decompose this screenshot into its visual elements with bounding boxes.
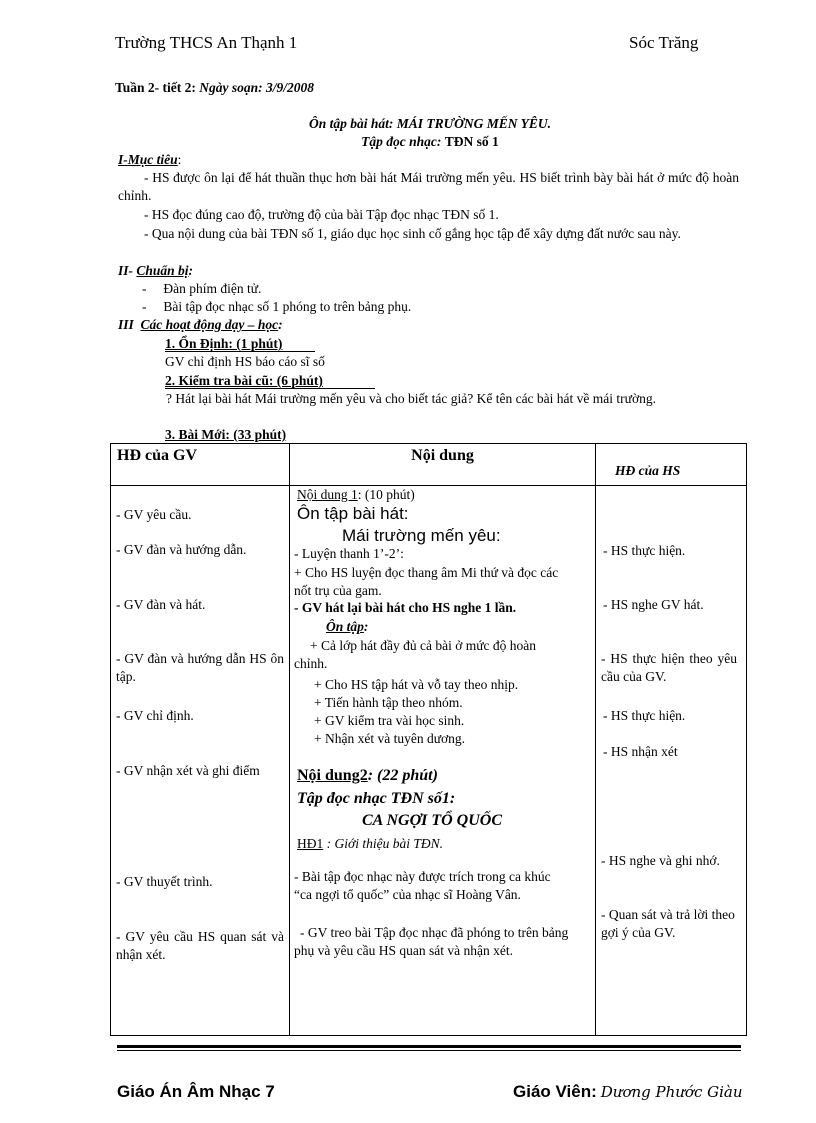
objective-3: - Qua nội dung của bài TĐN số 1, giáo dục học sinh cố gắng học tập để xây dựng đất nước sau này. — [144, 226, 681, 241]
review-title-1: Ôn tập bài hát: — [297, 504, 409, 523]
review-step: + Tiến hành tập theo nhóm. — [314, 695, 463, 710]
warmup-line: - Luyện thanh 1’-2’: — [294, 546, 404, 561]
review-step: + Cả lớp hát đầy đủ cả bài ở mức độ hoàn chỉnh. — [294, 638, 537, 671]
song-title: CA NGỢI TỔ QUỐC — [362, 812, 503, 829]
gv-item: - GV đàn và hướng dẫn. — [116, 542, 247, 557]
lesson-table — [110, 443, 747, 1036]
hd1-heading: HĐ1 : Giới thiệu bài TĐN. — [297, 836, 443, 851]
prep-item-1: - Đàn phím điện tử. — [142, 281, 262, 296]
teacher-sing: - GV hát lại bài hát cho HS nghe 1 lần. — [294, 600, 517, 615]
footer-course: Giáo Án Âm Nhạc 7 — [117, 1082, 275, 1101]
step3-title: 3. Bài Mới: (33 phút) — [165, 427, 287, 442]
week-period: Tuần 2- tiết 2: — [115, 80, 196, 95]
teacher-signature: Dương Phước Giàu — [600, 1083, 743, 1101]
content-column — [290, 486, 596, 1036]
gv-item: - GV chỉ định. — [116, 708, 194, 723]
subtitle-value: TĐN số 1 — [444, 134, 499, 149]
gv-column — [111, 486, 290, 1036]
gv-item: - GV nhận xét và ghi điểm — [116, 763, 260, 778]
table-header-row — [111, 444, 747, 486]
hs-item: - HS nghe GV hát. — [603, 597, 704, 612]
gv-item: - GV yêu cầu HS quan sát và nhận xét. — [116, 929, 284, 962]
step1-text: GV chỉ định HS báo cáo sĩ số — [165, 354, 325, 369]
header-content: Nội dung — [290, 444, 596, 486]
objectives-heading-text: I-Mục tiêu — [118, 152, 178, 167]
gv-item: - GV yêu cầu. — [116, 507, 192, 522]
hs-item: - HS nhận xét — [603, 744, 678, 759]
review-title-2: Mái trường mến yêu: — [342, 526, 501, 545]
step1-title: 1. Ổn Định: (1 phút) — [165, 336, 283, 351]
lesson-meta — [115, 79, 314, 97]
footer-rule-thin — [117, 1050, 741, 1051]
prep-item-2: - Bài tập đọc nhạc số 1 phóng to trên bảng phụ. — [142, 299, 412, 314]
activities-prefix: III — [118, 317, 134, 332]
lesson-subtitle — [0, 133, 816, 151]
review-step: + Nhận xét và tuyên dương. — [314, 731, 466, 746]
hs-column — [596, 486, 747, 1036]
step2-underline — [165, 388, 375, 389]
gv-item: - GV đàn và hướng dẫn HS ôn tập. — [116, 651, 284, 684]
objective-2: - HS đọc đúng cao độ, trường độ của bài Tập đọc nhạc TĐN số 1. — [144, 207, 499, 222]
header-gv: HĐ của GV — [111, 444, 290, 486]
intro-paragraph: - Bài tập đọc nhạc này được trích trong ca khúc “ca ngợi tổ quốc” của nhạc sĩ Hoàng Vân. — [294, 869, 551, 902]
subtitle-label: Tập đọc nhạc: — [361, 134, 442, 149]
school-name: Trường THCS An Thạnh 1 — [115, 33, 298, 52]
review-step: + GV kiểm tra vài học sinh. — [314, 713, 465, 728]
section-objectives-heading — [118, 151, 181, 169]
step1-underline — [165, 351, 315, 352]
review-step: + Cho HS tập hát và vỗ tay theo nhịp. — [314, 677, 519, 692]
footer-teacher-label: Giáo Viên: — [513, 1082, 597, 1101]
objectives-colon: : — [177, 152, 182, 167]
review-label: Ôn tập: — [326, 619, 369, 634]
observe-paragraph: - GV treo bài Tập đọc nhạc đã phóng to trên bảng phụ và yêu cầu HS quan sát và nhận xét. — [294, 925, 569, 958]
section-prep-heading — [118, 262, 193, 280]
table-body-row — [111, 486, 747, 1036]
prep-heading-text: Chuẩn bị — [136, 263, 189, 278]
footer-rule-thick — [117, 1045, 741, 1048]
nd1-heading: Nội dung 1: (10 phút) — [297, 487, 415, 502]
section-activities-heading — [118, 316, 283, 334]
warmup-detail: + Cho HS luyện đọc thang âm Mi thứ và đọc các nốt trụ của gam. — [294, 565, 559, 598]
hs-item: - HS nghe và ghi nhớ. — [601, 853, 720, 868]
hs-item: - HS thực hiện. — [603, 708, 686, 723]
footer-teacher — [513, 1082, 743, 1102]
activities-heading-text: Các hoạt động dạy – học — [140, 317, 279, 332]
objective-1: - HS được ôn lại để hát thuần thục hơn bài hát Mái trường mến yêu. HS biết trình bày bài hát ở mức độ hoàn chỉnh. — [118, 170, 739, 203]
header-hs: HĐ của HS — [596, 444, 747, 486]
province-name: Sóc Trăng — [629, 33, 699, 52]
hs-item: - HS thực hiện theo yêu cầu của GV. — [601, 651, 737, 684]
lesson-title: Ôn tập bài hát: MÁI TRƯỜNG MẾN YÊU. — [309, 116, 551, 131]
activities-colon: : — [278, 317, 283, 332]
step2-text: ? Hát lại bài hát Mái trường mến yêu và cho biết tác giả? Kể tên các bài hát về mái trường. — [166, 391, 656, 406]
step2-title: 2. Kiểm tra bài cũ: (6 phút) — [165, 373, 323, 388]
prep-colon: : — [188, 263, 194, 278]
hs-item: - HS thực hiện. — [603, 543, 686, 558]
tdn-title: Tập đọc nhạc TĐN số1: — [297, 790, 456, 807]
hs-item: - Quan sát và trả lời theo gợi ý của GV. — [601, 907, 735, 940]
gv-item: - GV thuyết trình. — [116, 874, 213, 889]
gv-item: - GV đàn và hát. — [116, 597, 206, 612]
prep-prefix: II- — [118, 263, 134, 278]
nd2-heading: Nội dung2: (22 phút) — [297, 767, 438, 784]
prep-date: Ngày soạn: 3/9/2008 — [199, 80, 315, 95]
